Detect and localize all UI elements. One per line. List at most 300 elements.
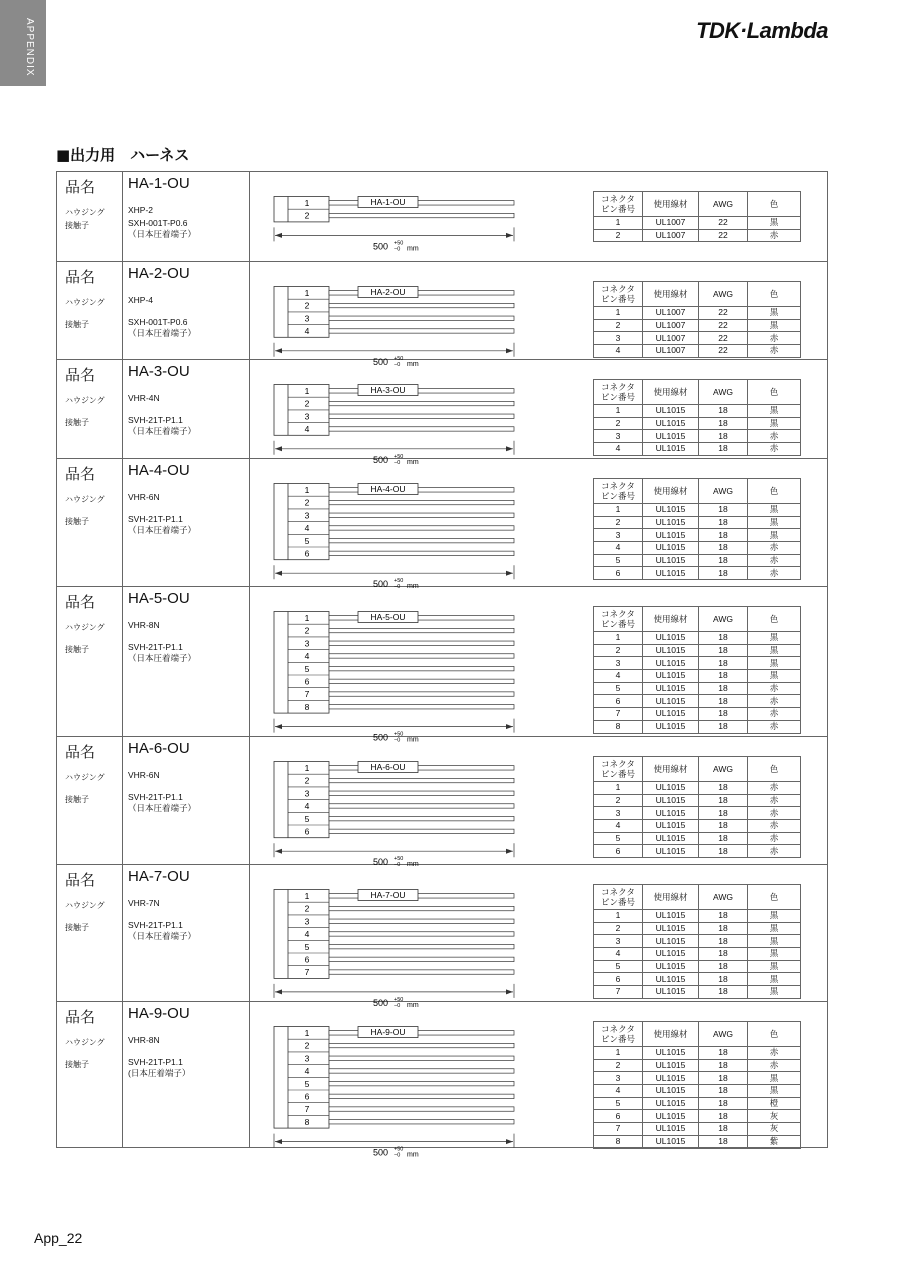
table-row [594, 567, 801, 580]
awg-cell: 18 [699, 516, 748, 529]
terminal-value-line: （日本圧着端子） [128, 525, 197, 535]
awg-cell: 18 [699, 405, 748, 418]
terminal-value-line: （日本圧着端子） [128, 931, 197, 941]
header-awg: AWG [699, 607, 748, 632]
terminal-label: 接触子 [65, 645, 89, 654]
wire [329, 316, 514, 320]
value-column [122, 360, 250, 458]
pin-cell: 2 [594, 922, 643, 935]
length-unit: mm [407, 1151, 419, 1159]
product-name-label: 品名 [65, 1008, 96, 1026]
awg-cell: 18 [699, 807, 748, 820]
dimension-arrow [506, 989, 513, 994]
wire-cell: UL1007 [643, 332, 699, 345]
section-title: ■出力用 ハーネス [56, 146, 190, 164]
spec-table [593, 756, 801, 858]
length-tol-plus: +50 [394, 996, 404, 1003]
dimension-arrow [506, 348, 513, 353]
harness-row [57, 459, 827, 591]
wire [329, 1031, 514, 1035]
pin-number: 1 [304, 1028, 310, 1038]
terminal-label: 接触子 [65, 221, 89, 230]
pin-cell: 4 [594, 345, 643, 358]
pin-number: 1 [304, 288, 310, 298]
header-awg: AWG [699, 1022, 748, 1047]
header-wire: 使用線材 [643, 607, 699, 632]
harness-row [57, 360, 827, 466]
wire [329, 957, 514, 961]
pin-cell: 2 [594, 229, 643, 242]
wire [329, 766, 514, 770]
table-row [594, 960, 801, 973]
terminal-value-line: SXH-001T-P0.6 [128, 218, 188, 228]
header-color: 色 [748, 282, 801, 307]
length-value: 500 [373, 1147, 389, 1158]
color-cell: 黒 [748, 910, 801, 923]
color-cell: 赤 [748, 542, 801, 555]
awg-cell: 18 [699, 1110, 748, 1123]
table-row [594, 1059, 801, 1072]
awg-cell: 18 [699, 720, 748, 733]
table-row [594, 1047, 801, 1060]
harness-label: HA-4-OU [370, 484, 406, 495]
product-name: HA-1-OU [128, 175, 190, 192]
dimension-arrow [275, 233, 282, 238]
wire-cell: UL1015 [643, 807, 699, 820]
wire [329, 329, 514, 333]
label-column [57, 737, 123, 864]
pin-cell: 1 [594, 307, 643, 320]
terminal-value-line: (日本圧着端子） [128, 1068, 191, 1078]
color-cell: 黒 [748, 657, 801, 670]
pin-cell: 3 [594, 935, 643, 948]
wire-cell: UL1015 [643, 910, 699, 923]
harness-row [57, 587, 827, 744]
color-cell: 灰 [748, 1123, 801, 1136]
awg-cell: 18 [699, 986, 748, 999]
table-row [594, 794, 801, 807]
pin-cell: 7 [594, 708, 643, 721]
color-cell: 黒 [748, 516, 801, 529]
product-name: HA-2-OU [128, 265, 190, 282]
housing-value: VHR-8N [128, 620, 160, 630]
color-cell: 灰 [748, 1110, 801, 1123]
color-cell: 橙 [748, 1097, 801, 1110]
wire-cell: UL1015 [643, 430, 699, 443]
housing-label: ハウジング [65, 773, 105, 782]
pin-number: 8 [304, 701, 310, 712]
pin-number: 6 [304, 826, 310, 837]
header-pin: コネクタ ピン番号 [594, 282, 643, 307]
pin-cell: 3 [594, 807, 643, 820]
wire [329, 906, 514, 910]
terminal-value [128, 920, 196, 942]
color-cell: 黒 [748, 935, 801, 948]
housing-label: ハウジング [65, 623, 105, 632]
wire-cell: UL1007 [643, 229, 699, 242]
awg-cell: 22 [699, 217, 748, 230]
housing-value: VHR-8N [128, 1035, 160, 1045]
product-name: HA-7-OU [128, 868, 190, 885]
product-name-label: 品名 [65, 743, 96, 761]
wire [329, 1069, 514, 1073]
length-tol-minus: −0 [394, 1002, 401, 1009]
color-cell: 赤 [748, 720, 801, 733]
pin-cell: 1 [594, 910, 643, 923]
length-tol-minus: −0 [394, 361, 401, 368]
color-cell: 黒 [748, 986, 801, 999]
harness-label: HA-2-OU [370, 287, 406, 298]
wire [329, 291, 514, 295]
harness-label: HA-9-OU [370, 1027, 406, 1038]
wire [329, 1094, 514, 1098]
awg-cell: 18 [699, 960, 748, 973]
terminal-value [128, 792, 196, 814]
wire [329, 705, 514, 709]
color-cell: 赤 [748, 430, 801, 443]
wire-cell: UL1015 [643, 644, 699, 657]
awg-cell: 18 [699, 1085, 748, 1098]
table-row [594, 430, 801, 443]
label-column [57, 1002, 123, 1148]
terminal-value [128, 514, 196, 536]
length-value: 500 [373, 857, 389, 868]
header-pin: コネクタ ピン番号 [594, 1022, 643, 1047]
pin-number: 4 [304, 651, 310, 662]
pin-cell: 5 [594, 682, 643, 695]
pin-number: 2 [304, 398, 310, 409]
pin-number: 5 [304, 535, 310, 546]
housing-value: XHP-2 [128, 205, 154, 215]
wire-cell: UL1015 [643, 973, 699, 986]
value-column [122, 587, 250, 736]
header-color: 色 [748, 885, 801, 910]
table-row [594, 708, 801, 721]
pin-number: 5 [304, 1078, 310, 1089]
spec-table-header [594, 1022, 801, 1047]
header-awg: AWG [699, 192, 748, 217]
wire [329, 488, 514, 492]
pin-number: 3 [304, 313, 310, 324]
wire-cell: UL1015 [643, 1097, 699, 1110]
wire-cell: UL1015 [643, 708, 699, 721]
wire [329, 816, 514, 820]
pin-number: 7 [304, 967, 310, 978]
wire [329, 616, 514, 620]
wire-cell: UL1015 [643, 682, 699, 695]
label-column [57, 865, 123, 1001]
pin-cell: 3 [594, 657, 643, 670]
color-cell: 黒 [748, 632, 801, 645]
wire-cell: UL1015 [643, 720, 699, 733]
wire [329, 654, 514, 658]
wire [329, 213, 514, 217]
dimension-arrow [275, 724, 282, 729]
wire-cell: UL1015 [643, 832, 699, 845]
housing-value: XHP-4 [128, 295, 154, 305]
value-column [122, 1002, 250, 1148]
wire-cell: UL1015 [643, 948, 699, 961]
label-column [57, 262, 123, 359]
wire-cell: UL1015 [643, 986, 699, 999]
dimension-arrow [275, 446, 282, 451]
terminal-value-line: （日本圧着端子） [128, 328, 197, 338]
harness-row [57, 262, 827, 368]
pin-number: 3 [304, 510, 310, 521]
table-row [594, 632, 801, 645]
table-row [594, 807, 801, 820]
wire-cell: UL1015 [643, 794, 699, 807]
wire [329, 526, 514, 530]
awg-cell: 18 [699, 443, 748, 456]
terminal-value [128, 642, 196, 664]
pin-cell: 2 [594, 319, 643, 332]
color-cell: 赤 [748, 820, 801, 833]
value-column [122, 865, 250, 1001]
pin-cell: 1 [594, 782, 643, 795]
header-awg: AWG [699, 757, 748, 782]
color-cell: 黒 [748, 217, 801, 230]
pin-number: 4 [304, 929, 310, 940]
table-row [594, 935, 801, 948]
header-color: 色 [748, 607, 801, 632]
header-awg: AWG [699, 282, 748, 307]
pin-cell: 3 [594, 1072, 643, 1085]
color-cell: 黒 [748, 644, 801, 657]
value-column [122, 459, 250, 586]
pin-number: 5 [304, 941, 310, 952]
housing-label: ハウジング [65, 208, 105, 217]
awg-cell: 18 [699, 782, 748, 795]
harness-row [57, 865, 827, 1009]
header-color: 色 [748, 479, 801, 504]
color-cell: 黒 [748, 922, 801, 935]
table-row [594, 657, 801, 670]
length-tol-plus: +50 [394, 856, 404, 863]
pin-number: 3 [304, 788, 310, 799]
harness-label: HA-7-OU [370, 890, 406, 901]
wire [329, 829, 514, 833]
header-awg: AWG [699, 479, 748, 504]
harness-label: HA-3-OU [370, 385, 406, 396]
wire-cell: UL1015 [643, 567, 699, 580]
dimension-arrow [275, 571, 282, 576]
header-color: 色 [748, 1022, 801, 1047]
length-tol-plus: +50 [394, 731, 404, 738]
pin-cell: 2 [594, 794, 643, 807]
wire [329, 500, 514, 504]
terminal-value-line: SVH-21T-P1.1 [128, 514, 183, 524]
length-value: 500 [373, 454, 389, 465]
color-cell: 赤 [748, 794, 801, 807]
length-value: 500 [373, 356, 389, 367]
wire [329, 944, 514, 948]
color-cell: 赤 [748, 345, 801, 358]
pin-cell: 1 [594, 405, 643, 418]
awg-cell: 18 [699, 910, 748, 923]
harness-table [56, 171, 828, 1159]
table-row [594, 910, 801, 923]
harness-row [57, 1002, 827, 1159]
length-unit: mm [407, 1001, 419, 1009]
length-unit: mm [407, 245, 419, 253]
awg-cell: 18 [699, 542, 748, 555]
header-wire: 使用線材 [643, 1022, 699, 1047]
housing-value: VHR-4N [128, 393, 160, 403]
harness-label: HA-6-OU [370, 762, 406, 773]
wire-cell: UL1015 [643, 1072, 699, 1085]
table-row [594, 1123, 801, 1136]
terminal-label: 接触子 [65, 320, 89, 329]
spec-table-header [594, 885, 801, 910]
length-tol-plus: +50 [394, 1146, 404, 1153]
terminal-label: 接触子 [65, 1060, 89, 1069]
pin-number: 5 [304, 663, 310, 674]
table-row [594, 554, 801, 567]
value-column [122, 737, 250, 864]
pin-cell: 2 [594, 516, 643, 529]
table-row [594, 542, 801, 555]
table-row [594, 405, 801, 418]
housing-value: VHR-6N [128, 770, 160, 780]
wire-cell: UL1015 [643, 657, 699, 670]
spec-table-header [594, 282, 801, 307]
value-column [122, 262, 250, 359]
color-cell: 黒 [748, 973, 801, 986]
wire-cell: UL1015 [643, 695, 699, 708]
wire [329, 513, 514, 517]
awg-cell: 22 [699, 307, 748, 320]
awg-cell: 18 [699, 417, 748, 430]
wire [329, 1081, 514, 1085]
terminal-value-line: SVH-21T-P1.1 [128, 642, 183, 652]
wire [329, 303, 514, 307]
awg-cell: 18 [699, 1059, 748, 1072]
pin-cell: 7 [594, 1123, 643, 1136]
table-row [594, 319, 801, 332]
pin-number: 2 [304, 625, 310, 636]
wire [329, 804, 514, 808]
harness-label: HA-5-OU [370, 612, 406, 623]
wire [329, 778, 514, 782]
length-tol-minus: −0 [394, 862, 401, 869]
length-unit: mm [407, 861, 419, 869]
spec-table [593, 379, 801, 456]
awg-cell: 18 [699, 922, 748, 935]
length-tol-minus: −0 [394, 1152, 401, 1159]
color-cell: 赤 [748, 782, 801, 795]
table-row [594, 670, 801, 683]
length-value: 500 [373, 579, 389, 590]
pin-cell: 6 [594, 1110, 643, 1123]
label-column [57, 459, 123, 586]
awg-cell: 18 [699, 632, 748, 645]
wire [329, 551, 514, 555]
awg-cell: 18 [699, 1072, 748, 1085]
color-cell: 赤 [748, 708, 801, 721]
diagram-wrap [273, 196, 518, 269]
terminal-value [128, 317, 196, 339]
header-wire: 使用線材 [643, 380, 699, 405]
harness-row [57, 172, 827, 262]
spec-table-header [594, 607, 801, 632]
color-cell: 黒 [748, 529, 801, 542]
awg-cell: 18 [699, 708, 748, 721]
table-row [594, 720, 801, 733]
wire [329, 201, 514, 205]
pin-cell: 8 [594, 1135, 643, 1148]
awg-cell: 18 [699, 1123, 748, 1136]
pin-cell: 5 [594, 554, 643, 567]
color-cell: 赤 [748, 845, 801, 858]
spec-table [593, 478, 801, 580]
wire-cell: UL1015 [643, 529, 699, 542]
pin-number: 1 [304, 613, 310, 623]
table-row [594, 1085, 801, 1098]
color-cell: 黒 [748, 670, 801, 683]
label-column [57, 587, 123, 736]
wire-cell: UL1015 [643, 632, 699, 645]
harness-row [57, 737, 827, 869]
awg-cell: 18 [699, 682, 748, 695]
color-cell: 赤 [748, 554, 801, 567]
table-row [594, 832, 801, 845]
pin-cell: 2 [594, 417, 643, 430]
wire [329, 919, 514, 923]
pin-number: 2 [304, 497, 310, 508]
length-tol-minus: −0 [394, 584, 401, 591]
header-pin: コネクタ ピン番号 [594, 885, 643, 910]
spec-table-header [594, 380, 801, 405]
wire [329, 1056, 514, 1060]
pin-cell: 6 [594, 845, 643, 858]
awg-cell: 18 [699, 430, 748, 443]
pin-number: 2 [304, 300, 310, 311]
product-name-label: 品名 [65, 366, 96, 384]
color-cell: 赤 [748, 229, 801, 242]
wire-harness-diagram [273, 1026, 518, 1172]
tdk-lambda-logo: TDK·Lambda [696, 18, 828, 43]
pin-number: 2 [304, 903, 310, 914]
pin-number: 2 [304, 775, 310, 786]
table-row [594, 529, 801, 542]
diagram-wrap [273, 1026, 518, 1176]
spec-table [593, 884, 801, 999]
color-cell: 赤 [748, 567, 801, 580]
header-wire: 使用線材 [643, 479, 699, 504]
length-unit: mm [407, 458, 419, 466]
dimension-arrow [506, 1139, 513, 1144]
pin-cell: 6 [594, 567, 643, 580]
housing-label: ハウジング [65, 1038, 105, 1047]
dimension-arrow [275, 348, 282, 353]
product-name-label: 品名 [65, 178, 96, 196]
pin-cell: 3 [594, 332, 643, 345]
housing-label: ハウジング [65, 495, 105, 504]
page-number: App_22 [34, 1230, 83, 1246]
wire-cell: UL1015 [643, 1059, 699, 1072]
table-row [594, 1110, 801, 1123]
dimension-arrow [506, 571, 513, 576]
pin-number: 2 [304, 1040, 310, 1051]
color-cell: 赤 [748, 682, 801, 695]
terminal-value [128, 1057, 190, 1079]
pin-number: 6 [304, 548, 310, 559]
label-column [57, 172, 123, 261]
wire [329, 401, 514, 405]
wire [329, 666, 514, 670]
wire-cell: UL1007 [643, 307, 699, 320]
